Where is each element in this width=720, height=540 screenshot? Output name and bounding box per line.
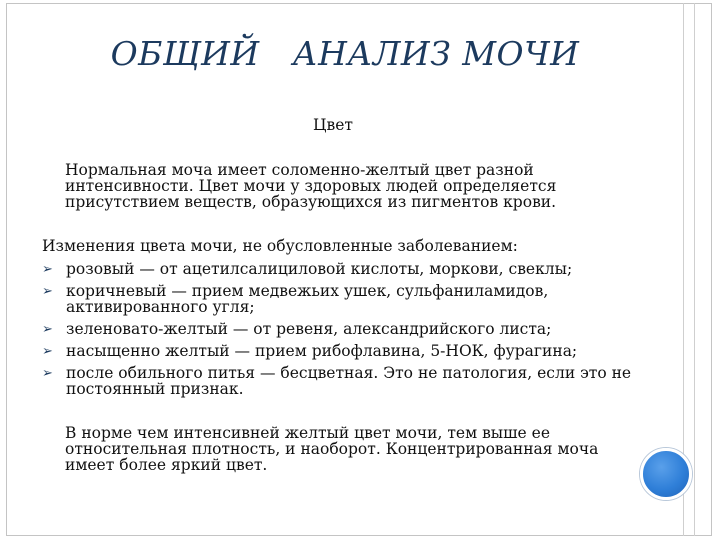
paragraph-intensity xyxy=(65,425,625,473)
paragraph-line: интенсивности. Цвет мочи у здоровых людей определяется xyxy=(65,177,557,195)
list-item-text: активированного угля; xyxy=(66,298,255,316)
list-item xyxy=(42,365,642,397)
arrow-bullet-icon: ➢ xyxy=(42,366,53,381)
paragraph-line: относительная плотность, и наоборот. Концентрированная моча xyxy=(65,440,599,458)
slide-title: ОБЩИЙ АНАЛИЗ МОЧИ xyxy=(110,34,580,73)
arrow-bullet-icon: ➢ xyxy=(42,262,53,277)
arrow-bullet-icon: ➢ xyxy=(42,344,53,359)
list-item-text: насыщенно желтый — прием рибофлавина, 5-НОК, фурагина; xyxy=(66,342,578,360)
arrow-bullet-icon: ➢ xyxy=(42,322,53,337)
list-item xyxy=(42,321,642,337)
color-changes-list xyxy=(42,261,642,403)
list-item xyxy=(42,343,642,359)
list-item-text: розовый — от ацетилсалициловой кислоты, моркови, свеклы; xyxy=(66,260,573,278)
paragraph-line: присутствием веществ, образующихся из пигментов крови. xyxy=(65,193,557,211)
paragraph-line: Нормальная моча имеет соломенно-желтый цвет разной xyxy=(65,161,534,179)
list-item xyxy=(42,261,642,277)
paragraph-normal-color xyxy=(65,162,625,210)
paragraph-line: В норме чем интенсивней желтый цвет мочи, тем выше ее xyxy=(65,424,550,442)
list-item xyxy=(42,283,642,315)
list-intro: Изменения цвета мочи, не обусловленные заболеванием: xyxy=(42,237,518,255)
list-item-text: постоянный признак. xyxy=(66,380,244,398)
list-item-text: коричневый — прием медвежьих ушек, сульфаниламидов, xyxy=(66,282,549,300)
paragraph-line: имеет более яркий цвет. xyxy=(65,456,268,474)
arrow-bullet-icon: ➢ xyxy=(42,284,53,299)
list-item-text: после обильного питья — бесцветная. Это не патология, если это не xyxy=(66,364,632,382)
decorative-circle xyxy=(640,448,692,500)
section-subtitle: Цвет xyxy=(313,116,353,134)
list-item-text: зеленовато-желтый — от ревеня, александрийского листа; xyxy=(66,320,552,338)
